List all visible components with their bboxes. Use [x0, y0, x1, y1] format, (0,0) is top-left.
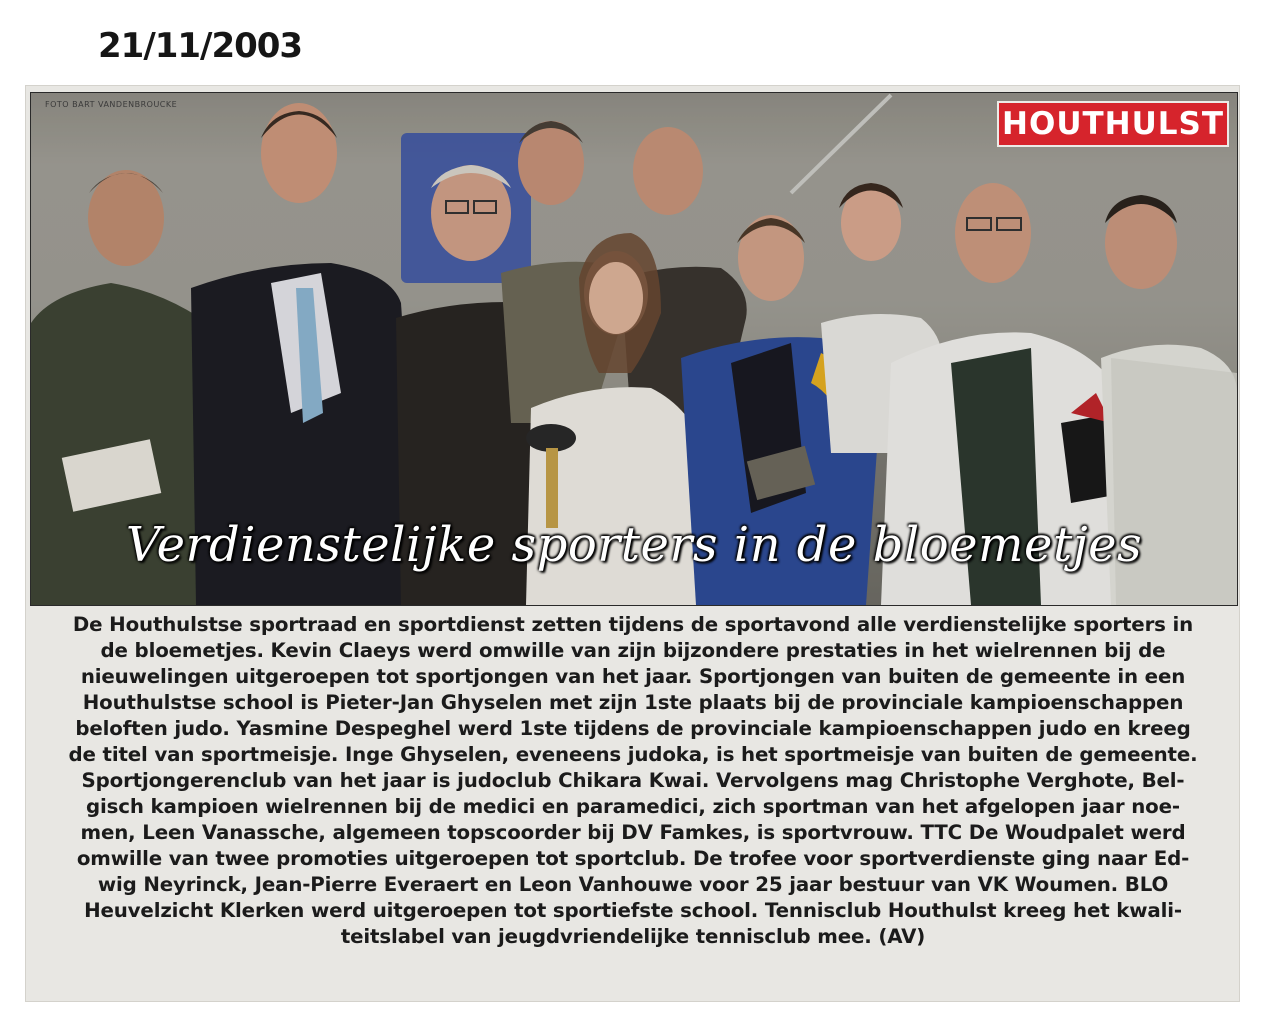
newspaper-clipping [26, 86, 1239, 1001]
clipping-date: 21/11/2003 [98, 26, 303, 66]
photo-credit: FOTO BART VANDENBROUCKE [45, 100, 178, 109]
article-line: Sportjongerenclub van het jaar is judoclub Chikara Kwai. Vervolgens mag Christophe Verghote, Bel- [81, 769, 1185, 792]
article-line: gisch kampioen wielrennen bij de medici en paramedici, zich sportman van het afgelopen jaar noe- [86, 795, 1180, 818]
article-line: wig Neyrinck, Jean-Pierre Everaert en Leon Vanhouwe voor 25 jaar bestuur van VK Woumen. BLO [97, 873, 1169, 896]
article-line: men, Leen Vanassche, algemeen topscoorder bij DV Famkes, is sportvrouw. TTC De Woudpalet werd [80, 821, 1186, 844]
article-line: teitslabel van jeugdvriendelijke tennisclub mee. (AV) [340, 925, 926, 948]
article-line: De Houthulstse sportraad en sportdienst zetten tijdens de sportavond alle verdienstelijke sporters in [72, 613, 1194, 636]
article-line: nieuwelingen uitgeroepen tot sportjongen van het jaar. Sportjongen van buiten de gemeente in een [80, 665, 1186, 688]
article-line: de titel van sportmeisje. Inge Ghyselen, eveneens judoka, is het sportmeisje van buiten de gemeente. [68, 743, 1198, 766]
article-line: beloften judo. Yasmine Despeghel werd 1ste tijdens de provinciale kampioenschappen judo en kreeg [75, 717, 1191, 740]
group-photo [30, 92, 1238, 606]
article-line: de bloemetjes. Kevin Claeys werd omwille van zijn bijzondere prestaties in het wielrennen bij de [100, 639, 1166, 662]
article-body [30, 612, 1236, 950]
article-line: Houthulstse school is Pieter-Jan Ghyselen met zijn 1ste plaats bij de provinciale kampioenschappen [82, 691, 1184, 714]
article-line: omwille van twee promoties uitgeroepen tot sportclub. De trofee voor sportverdienste ging naar Ed- [76, 847, 1190, 870]
article-line: Heuvelzicht Klerken werd uitgeroepen tot sportiefste school. Tennisclub Houthulst kreeg het kwali- [84, 899, 1182, 922]
headline: Verdienstelijke sporters in de bloemetjes [125, 517, 1143, 573]
section-tag: HOUTHULST [999, 103, 1227, 145]
